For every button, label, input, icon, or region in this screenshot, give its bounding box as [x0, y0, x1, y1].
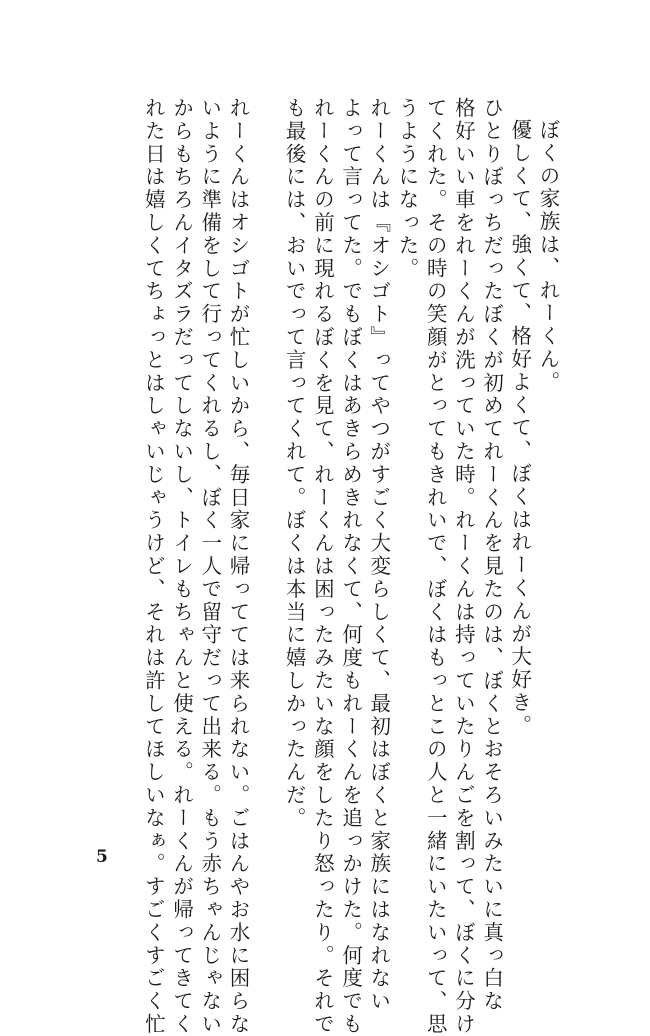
text-line: からもちろんイタズラだってしないし、トイレもちゃんと使える。れーくんが帰ってきてく — [169, 97, 194, 1036]
text-line: れた日は嬉しくてちょっとはしゃいじゃうけど、それは許してほしいなぁ。すごくすごく忙 — [141, 97, 166, 1036]
text-line: 格好いい車をれーくんが洗っていた時。れーくんは持っていたりんごを割って、ぼくに分け — [451, 97, 476, 1036]
body-text — [139, 97, 562, 1036]
page-number: 5 — [96, 847, 108, 867]
text-line: よって言ってた。でもぼくはあきらめきれなくて、何度もれーくんを追っかけた。何度でも — [338, 97, 363, 1036]
text-line: れーくんはオシゴトが忙しいから、毎日家に帰ってては来られない。ごはんやお水に困らな — [225, 97, 250, 1036]
text-line: ひとりぼっちだったぼくが初めてれーくんを見たのは、ぼくとおそろいみたいに真っ白な — [479, 97, 504, 1013]
text-line: ぼくの家族は、れーくん。 — [536, 119, 560, 394]
text-line: 優しくて、強くて、格好よくて、ぼくはれーくんが大好き。 — [507, 119, 532, 738]
text-line: うようになった。 — [394, 97, 419, 281]
text-line: れーくんは『オシゴト』ってやつがすごく大変らしくて、最初はぼくと家族にはなれない — [366, 97, 391, 1013]
text-line: れーくんの前に現れるぼくを見て、れーくんは困ったみたいな顔をしたり怒ったり。それで — [310, 97, 335, 1036]
text-line: いように準備をして行ってくれるし、ぼく一人で留守だって出来る。もう赤ちゃんじゃない — [197, 97, 222, 1036]
text-line: も最後には、おいでって言ってくれて。ぼくは本当に嬉しかったんだ。 — [282, 97, 307, 830]
paragraph-break — [252, 97, 280, 859]
text-line: てくれた。その時の笑顔がとってもきれいで、ぼくはもっとこの人と一緒にいたいって、思 — [423, 97, 448, 1036]
